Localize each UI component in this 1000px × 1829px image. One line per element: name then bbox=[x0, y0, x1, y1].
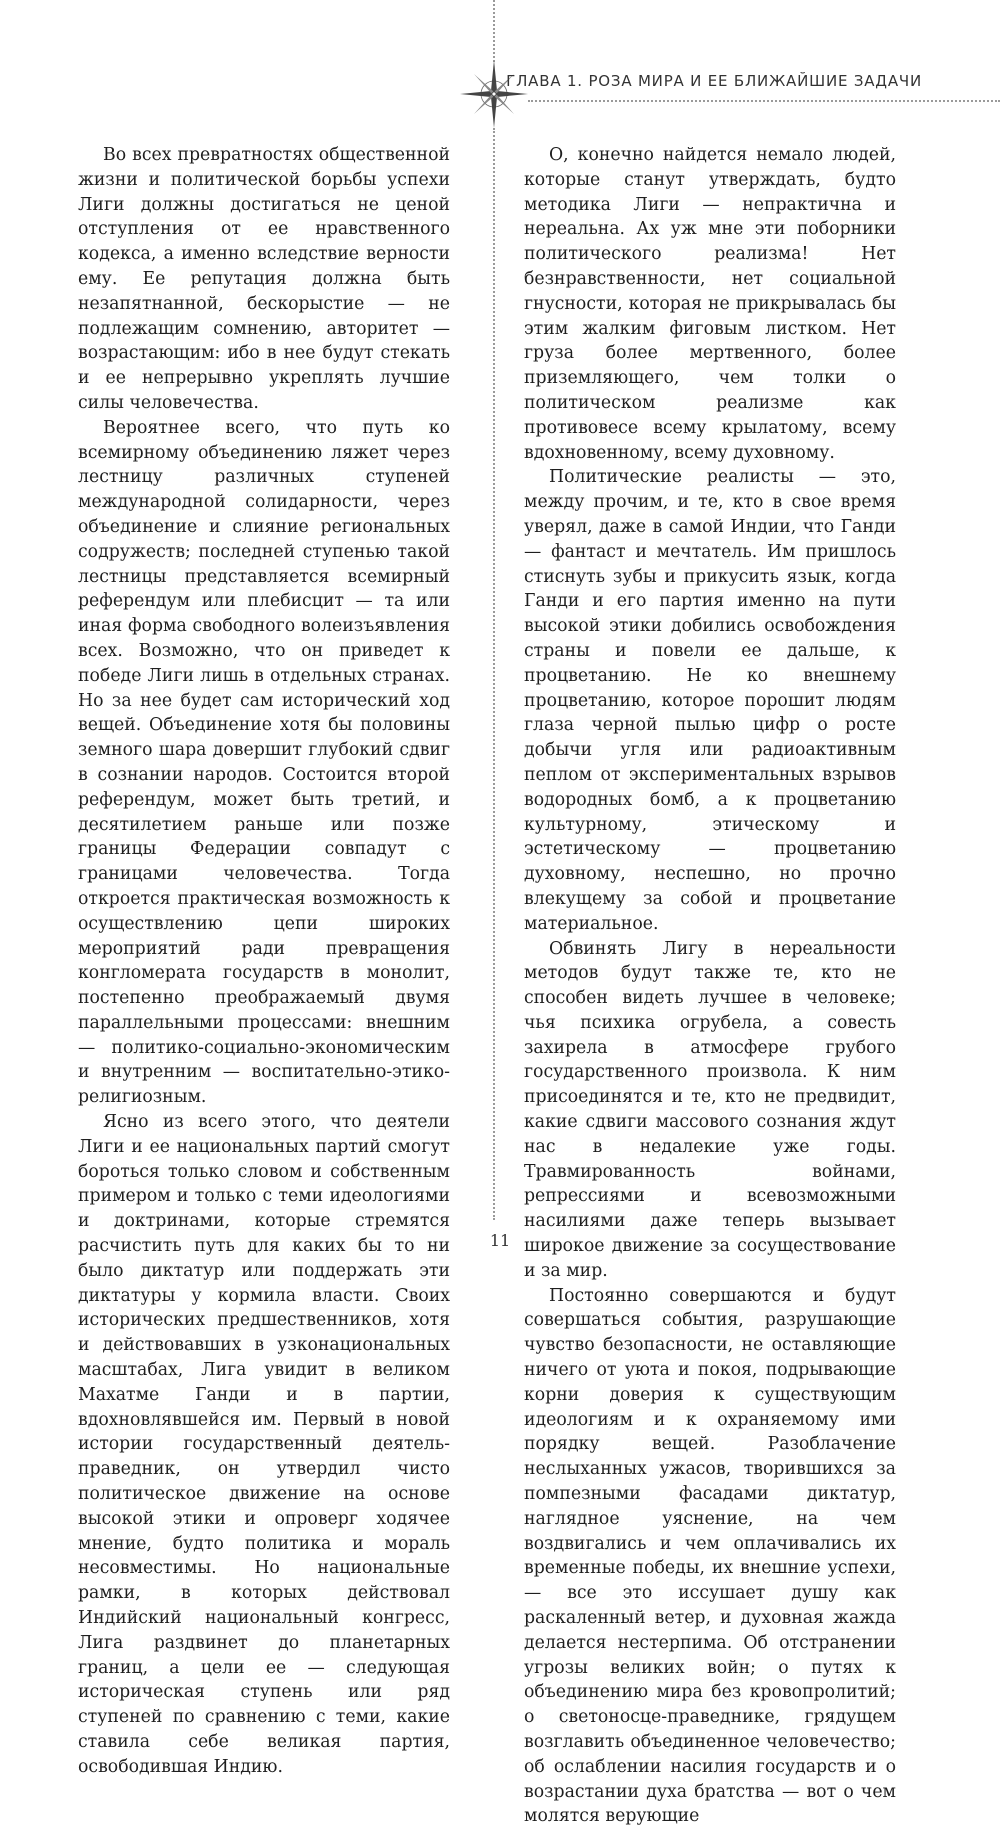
paragraph: Ясно из всего этого, что деятели Лиги и ее национальных партий смогут бороться только словом и собственным примером и только с теми идеологиями и доктринами, которые стремятся расчистить путь для каких бы то ни было диктатур или поддержать эти диктатуры у кормила власти. Своих исторических предшественников, хотя и действовавших в узконациональных масштабах, Лига увидит в великом Махатме Ганди и в партии, вдохновлявшейся им. Первый в новой истории государственный деятель-праведник, он утвердил чисто политическое движение на основе высокой этики и опроверг ходячее мнение, будто политика и мораль несовместимы. Но национальные рамки, в которых действовал Индийский национальный конгресс, Лига раздвинет до планетарных границ, а цели ее — следующая историческая ступень или ряд ступеней по сравнению с теми, какие ставила себе великая партия, освободившая Индию. bbox=[78, 1112, 450, 1777]
right-text-column bbox=[524, 143, 896, 1829]
compass-rose-icon bbox=[458, 58, 530, 130]
paragraph: Политические реалисты — это, между прочим, и те, кто в свое время уверял, даже в самой Индии, что Ганди — фантаст и мечтатель. Им пришлось стиснуть зубы и прикусить язык, когда Ганди и его партия именно на пути высокой этики добились освобождения страны и повели ее дальше, к процветанию. Не ко внешнему процветанию, которое порошит людям глаза черной пылью цифр о росте добычи угля или радиоактивным пеплом от экспериментальных взрывов водородных бомб, а к процветанию культурному, этическому и эстетическому — процветанию духовному, неспешно, но прочно влекущему за собой и процветание материальное. bbox=[524, 467, 896, 934]
paragraph: Во всех превратностях общественной жизни и политической борьбы успехи Лиги должны достигаться не ценой отступления от ее нравственного кодекса, а именно вследствие верности ему. Ее репутация должна быть незапятнанной, бескорыстие — не подлежащим сомнению, авторитет — возрастающим: ибо в нее будут стекать и ее непрерывно укреплять лучшие силы человечества. bbox=[78, 145, 450, 413]
top-dotted-rule bbox=[493, 0, 495, 62]
paragraph: Постоянно совершаются и будут совершаться события, разрушающие чувство безопасности, не оставляющие ничего от уюта и покоя, подрывающие корни доверия к существующим идеологиям и к охраняемому ими порядку вещей. Разоблачение неслыханных ужасов, творившихся за помпезными фасадами диктатур, наглядное уяснение, на чем воздвигались и чем оплачивались их временные победы, их внешние успехи, — все это иссушает душу как раскаленный ветер, и духовная жажда делается нестерпима. Об отстранении угрозы великих войн; о путях к объединению мира без кровопролитий; о светоносце-праведнике, грядущем возглавить объединенное человечество; об ослаблении насилия государств и о возрастании духа братства — вот о чем молятся верующие bbox=[524, 1285, 896, 1827]
page-number: 11 bbox=[489, 1231, 511, 1250]
left-text-column bbox=[78, 143, 450, 1780]
center-dotted-rule bbox=[493, 128, 495, 1220]
paragraph: Вероятнее всего, что путь ко всемирному объединению ляжет через лестницу различных ступеней международной солидарности, через объединение и слияние региональных содружеств; последней ступенью такой лестницы представляется всемирный референдум или плебисцит — та или иная форма свободного волеизъявления всех. Возможно, что он приведет к победе Лиги лишь в отдельных странах. Но за нее будет сам исторический ход вещей. Объединение хотя бы половины земного шара довершит глубокий сдвиг в сознании народов. Состоится второй референдум, может быть третий, и десятилетием раньше или позже границы Федерации совпадут с границами человечества. Тогда откроется практическая возможность к осуществлению цепи широких мероприятий ради превращения конгломерата государств в монолит, постепенно преображаемый двумя параллельными процессами: внешним — политико-социально-экономическим и внутренним — воспитательно-этико-религиозным. bbox=[78, 417, 450, 1108]
running-header-title: ГЛАВА 1. РОЗА МИРА И ЕЕ БЛИЖАЙШИЕ ЗАДАЧИ bbox=[506, 72, 922, 90]
header-dotted-rule bbox=[528, 100, 1000, 102]
paragraph: О, конечно найдется немало людей, которые станут утверждать, будто методика Лиги — непрактична и нереальна. Ах уж мне эти поборники политического реализма! Нет безнравственности, нет социальной гнусности, которая не прикрывалась бы этим жалким фиговым листком. Нет груза более мертвенного, более приземляющего, чем толки о политическом реализме как противовесе всему крылатому, всему вдохновенному, всему духовному. bbox=[524, 145, 896, 463]
paragraph: Обвинять Лигу в нереальности методов будут также те, кто не способен видеть лучшее в человеке; чья психика огрубела, а совесть захирела в атмосфере грубого государственного произвола. К ним присоединятся и те, кто не предвидит, какие сдвиги массового сознания ждут нас в недалекие уже годы. Травмированность войнами, репрессиями и всевозможными насилиями даже теперь вызывает широкое движение за сосуществование и за мир. bbox=[524, 938, 896, 1281]
